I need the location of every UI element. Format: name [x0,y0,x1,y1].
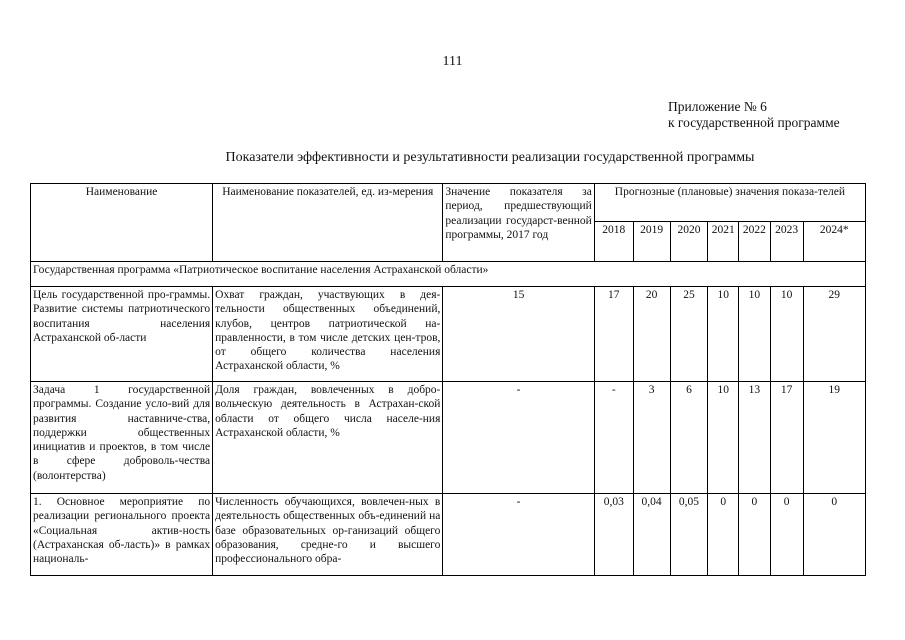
header-name: Наименование [31,184,213,262]
row-name: Цель государственной про-граммы. Развитие системы патриотического воспитания населения Астраханской об-ласти [31,287,213,382]
document-title: Показатели эффективности и результативности реализации государственной программы [225,150,755,165]
header-year: 2023 [770,222,803,262]
program-title: Государственная программа «Патриотическое воспитание населения Астраханской области» [31,262,866,287]
header-year: 2022 [739,222,771,262]
header-year: 2021 [708,222,739,262]
row-value-2023: 10 [770,287,803,382]
row-value-2024: 29 [803,287,865,382]
row-value-2019: 20 [633,287,670,382]
row-value-2022: 0 [739,494,771,576]
header-previous-value: Значение показателя за период, предшествующий реализации государст-венной программы, 2017 год [443,184,594,262]
table-row [31,382,866,494]
row-previous-value: - [443,382,594,494]
row-value-2022: 10 [739,287,771,382]
row-value-2020: 6 [670,382,708,494]
row-value-2019: 3 [633,382,670,494]
row-previous-value: - [443,494,594,576]
row-indicator: Численность обучающихся, вовлечен-ных в деятельность общественных объ-единений на базе образовательных ор-ганизаций общего образования, средне-го и высшего профессионального обра- [213,494,443,576]
row-value-2021: 10 [708,382,739,494]
header-year: 2019 [633,222,670,262]
row-value-2018: 17 [594,287,633,382]
program-row [31,262,866,287]
row-value-2021: 0 [708,494,739,576]
row-name: 1. Основное мероприятие по реализации регионального проекта «Социальная актив-ность (Астраханская об-ласть)» в рамках националь- [31,494,213,576]
row-value-2019: 0,04 [633,494,670,576]
row-value-2022: 13 [739,382,771,494]
row-value-2023: 17 [770,382,803,494]
row-value-2021: 10 [708,287,739,382]
row-name: Задача 1 государственной программы. Создание усло-вий для развития наставниче-ства, поддержки общественных инициатив и проектов, в том числе в сфере доброволь-чества (волонтерства) [31,382,213,494]
appendix-line-1: Приложение № 6 [668,99,767,114]
table-row [31,287,866,382]
row-indicator: Охват граждан, участвующих в дея-тельности общественных объединений, клубов, центров патриотической на-правленности, в том числе детских цен-тров, от общего количества населения Астраханской области, % [213,287,443,382]
page-number: 111 [442,54,463,69]
indicators-table [30,183,866,576]
row-value-2020: 0,05 [670,494,708,576]
header-forecast: Прогнозные (плановые) значения показа-телей [594,184,865,222]
header-indicator: Наименование показателей, ед. из-мерения [213,184,443,262]
row-indicator: Доля граждан, вовлеченных в добро-вольческую деятельность в Астрахан-ской области от общего числа населе-ния Астраханской области, % [213,382,443,494]
row-value-2024: 0 [803,494,865,576]
header-year: 2018 [594,222,633,262]
table-header-row-1 [31,184,866,222]
appendix-note [668,99,840,131]
appendix-line-2: к государственной программе [668,115,840,130]
row-previous-value: 15 [443,287,594,382]
row-value-2023: 0 [770,494,803,576]
row-value-2018: - [594,382,633,494]
table-row [31,494,866,576]
row-value-2018: 0,03 [594,494,633,576]
row-value-2020: 25 [670,287,708,382]
row-value-2024: 19 [803,382,865,494]
header-year: 2020 [670,222,708,262]
header-year: 2024* [803,222,865,262]
